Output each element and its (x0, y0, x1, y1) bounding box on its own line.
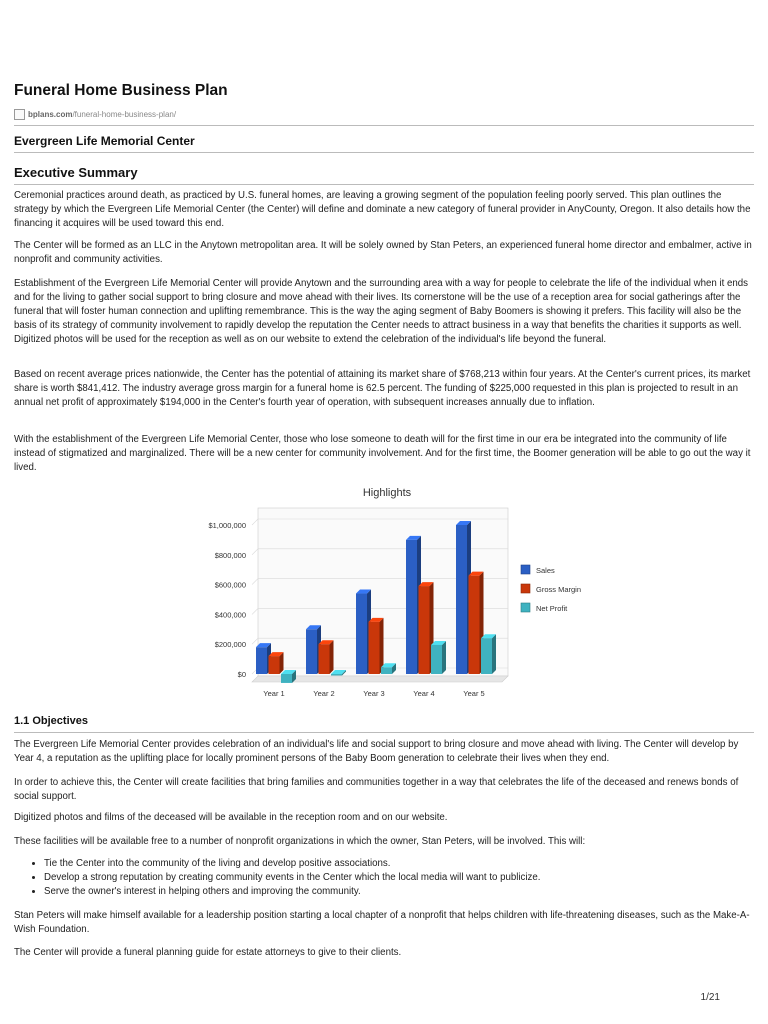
legend-swatch (521, 603, 530, 612)
paragraph: The Center will be formed as an LLC in the Anytown metropolitan area. It will be solely owned by Stan Peters, an experienced funeral home director and embalmer, active in nonprofit and community activities. (14, 240, 752, 265)
divider (14, 152, 754, 153)
y-tick-label: $600,000 (214, 580, 246, 590)
x-tick-label: Year 3 (363, 689, 385, 698)
paragraph: Establishment of the Evergreen Life Memorial Center will provide Anytown and the surrounding area with a way for people to celebrate the life of the individual when it ends and for the living to gather social support to bring closure and move ahead with their lives. Its cornerstone will be the use of a reception area for social gatherings after the funeral that will foster human connection and uplifting remembrance. This is the way the aging segment of Baby Boomers is showing it prefers. This facility will also be the basis of its strategy of community involvement to rapidly develop the reputation the Center needs to attract business in a way that benefits the charities it supports as well. Digitized photos will be used for the reception as well as on our website to extend the celebration of the individual's life beyond the funeral. (14, 278, 748, 345)
x-tick-label: Year 1 (263, 689, 285, 698)
paragraph: These facilities will be available free to a number of nonprofit organizations in which the owner, Stan Peters, will be involved. This will: (14, 836, 586, 847)
bar-sales (306, 629, 317, 674)
bar-gross-margin (419, 586, 430, 674)
gridline-side (252, 579, 258, 585)
bar-gross-margin (469, 576, 480, 674)
bar-gross-margin (269, 656, 280, 674)
bar-gross-margin (369, 622, 380, 674)
source-path: /funeral-home-business-plan/ (72, 110, 177, 119)
chart-title: Highlights (362, 487, 412, 499)
divider (14, 125, 754, 126)
bar-net-profit (331, 674, 342, 676)
paragraph: Ceremonial practices around death, as practiced by U.S. funeral homes, are leaving a growing segment of the population feeling poorly served. This plan outlines the strategy by which the Evergreen Life Memorial Center (the Center) will define and dominate a new category of funeral provider in AnyCounty, Oregon. It also details how the financing it acquires will be used toward this end. (14, 190, 751, 229)
y-tick-label: $800,000 (214, 550, 246, 560)
paragraph: In order to achieve this, the Center will create facilities that bring families and communities together in a way that celebrates the life of the deceased and renews bonds of social support. (14, 777, 739, 802)
bar-net-profit (381, 667, 392, 674)
legend-swatch (521, 584, 530, 593)
legend-label: Gross Margin (536, 585, 582, 594)
company-name: Evergreen Life Memorial Center (14, 134, 195, 148)
paragraph: Digitized photos and films of the deceased will be available in the reception room and on our website. (14, 812, 448, 823)
bar-side (330, 640, 334, 674)
y-tick-label: $200,000 (214, 640, 246, 650)
gridline-side (252, 608, 258, 614)
link-icon (14, 109, 25, 120)
bar-net-profit (431, 645, 442, 674)
paragraph: The Evergreen Life Memorial Center provides celebration of an individual's life and social support to bring closure and move ahead with living. The Center will develop by Year 4, a reputation as the uplifting place for locally prominent persons of the Baby Boom generation to celebrate their lives when they end. (14, 739, 739, 764)
bar-gross-margin (319, 644, 330, 674)
divider (14, 732, 754, 733)
highlights-chart (190, 482, 600, 704)
y-tick-label: $1,000,000 (208, 521, 246, 530)
x-tick-label: Year 2 (313, 689, 335, 698)
legend-label: Net Profit (536, 604, 568, 613)
objectives-list (14, 857, 764, 899)
paragraph: Stan Peters will make himself available for a leadership position starting a local chapter of a nonprofit that helps children with life-threatening diseases, such as the Make-A-Wish Foundation. (14, 910, 750, 935)
page-number: 1/21 (700, 992, 720, 1003)
legend-label: Sales (536, 566, 555, 575)
bar-side (492, 634, 496, 674)
gridline-side (252, 638, 258, 644)
gridline-side (252, 549, 258, 555)
bar-net-profit (281, 674, 292, 683)
y-tick-label: $0 (237, 670, 246, 679)
bar-sales (456, 525, 467, 674)
section-heading-objectives: 1.1 Objectives (14, 715, 88, 727)
section-heading-executive-summary: Executive Summary (14, 165, 138, 180)
paragraph: With the establishment of the Evergreen Life Memorial Center, those who lose someone to death will for the first time in our era be integrated into the community of life instead of stigmatized and marginalized. There will be a new center for community involvement. And for the first time, the Boomer generation will be able to go out the way it lived. (14, 434, 751, 473)
paragraph: Based on recent average prices nationwide, the Center has the potential of attaining its market share of $768,213 within four years. At the Center's current prices, its market share is worth $841,412. The industry average gross margin for a funeral home is 62.5 percent. The funding of $225,000 requested in this plan is projected to result in an annual net profit of approximately $194,000 in the Center's fourth year of operation, with subsequent increases annually due to inflation. (14, 369, 751, 408)
list-item: • Tie the Center into the community of the living and develop positive associations. (44, 857, 764, 871)
bar-sales (356, 594, 367, 674)
legend-swatch (521, 565, 530, 574)
source-link[interactable] (14, 109, 176, 120)
bar-sales (256, 647, 267, 674)
document-title: Funeral Home Business Plan (14, 82, 228, 99)
source-domain: bplans.com (28, 110, 73, 119)
list-item: • Serve the owner's interest in helping others and improving the community. (44, 885, 764, 899)
y-tick-label: $400,000 (214, 610, 246, 620)
list-item: • Develop a strong reputation by creating community events in the Center which the local media will want to publicize. (44, 871, 764, 885)
paragraph: The Center will provide a funeral planning guide for estate attorneys to give to their clients. (14, 947, 402, 958)
bar-side (442, 641, 446, 674)
bar-sales (406, 540, 417, 674)
x-tick-label: Year 4 (413, 689, 435, 698)
bar-net-profit (481, 638, 492, 674)
gridline-side (252, 519, 258, 525)
divider (14, 184, 754, 185)
x-tick-label: Year 5 (463, 689, 485, 698)
